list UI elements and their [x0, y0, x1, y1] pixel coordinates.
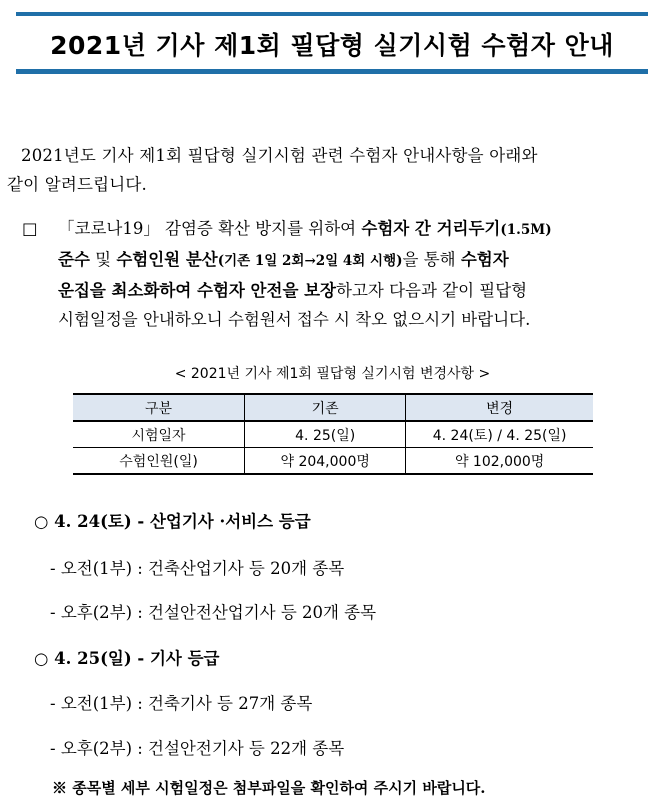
notice-text: 을 통해: [402, 250, 461, 269]
notice-line-3: [58, 276, 658, 305]
page-title: 2021년 기사 제1회 필답형 실기시험 수험자 안내: [50, 31, 614, 60]
notice-text: 「코로나19」 감염증 확산 방지를 위하여: [58, 219, 362, 238]
notice-emphasis: 운집을 최소화하여 수험자 안전을 보장: [58, 281, 337, 300]
footnote: ※ 종목별 세부 시험일정은 첨부파일을 확인하여 주시기 바랍니다.: [52, 779, 486, 797]
notice-schedule-change: (기존 1일 2회→2일 4회 시행): [217, 253, 403, 269]
notice-text: 하고자 다음과 같이 필답형: [336, 281, 528, 300]
square-bullet-icon: □: [22, 219, 38, 238]
day1-afternoon: - 오후(2부) : 건설안전산업기사 등 20개 종목: [50, 603, 377, 622]
table-header-cell: 기존: [245, 394, 406, 421]
day2-morning: - 오전(1부) : 건축기사 등 27개 종목: [50, 694, 313, 713]
table-header-row: [73, 394, 593, 421]
notice-emphasis: 수험인원 분산: [116, 250, 218, 269]
table-cell: 4. 24(토) / 4. 25(일): [406, 421, 593, 448]
table-cell: 4. 25(일): [245, 421, 406, 448]
intro-line-2: 같이 알려드립니다.: [7, 175, 148, 194]
notice-text: 및: [89, 250, 117, 269]
notice-emphasis: 수험자 간 거리두기: [361, 219, 501, 238]
table-caption: < 2021년 기사 제1회 필답형 실기시험 변경사항 >: [174, 366, 491, 382]
table-header-cell: 구분: [73, 394, 245, 421]
title-box: [16, 12, 648, 74]
intro-line-1: 2021년도 기사 제1회 필답형 실기시험 관련 수험자 안내사항을 아래와: [21, 146, 538, 165]
notice-emphasis: 준수: [58, 250, 90, 269]
notice-line-4: 시험일정을 안내하오니 수험원서 접수 시 착오 없으시기 바랍니다.: [58, 310, 531, 329]
table-cell: 약 204,000명: [245, 448, 406, 475]
table-header-cell: 변경: [406, 394, 593, 421]
day2-heading: ○ 4. 25(일) - 기사 등급: [34, 649, 220, 668]
table-cell: 약 102,000명: [406, 448, 593, 475]
title-top-rule: [16, 12, 648, 16]
intro-paragraph: [7, 141, 654, 199]
table-row: [73, 421, 593, 448]
day1-morning: - 오전(1부) : 건축산업기사 등 20개 종목: [50, 559, 345, 578]
notice-emphasis: 수험자: [460, 250, 509, 269]
day1-heading: ○ 4. 24(토) - 산업기사 ·서비스 등급: [34, 512, 311, 531]
day2-afternoon: - 오후(2부) : 건설안전기사 등 22개 종목: [50, 739, 345, 758]
table-cell: 수험인원(일): [73, 448, 245, 475]
table-cell: 시험일자: [73, 421, 245, 448]
notice-distance: (1.5M): [500, 222, 552, 238]
title-bottom-rule: [16, 69, 648, 74]
change-table: [73, 393, 593, 475]
notice-line-2: [58, 245, 658, 276]
notice-line-1: [58, 214, 658, 245]
table-row: [73, 448, 593, 475]
